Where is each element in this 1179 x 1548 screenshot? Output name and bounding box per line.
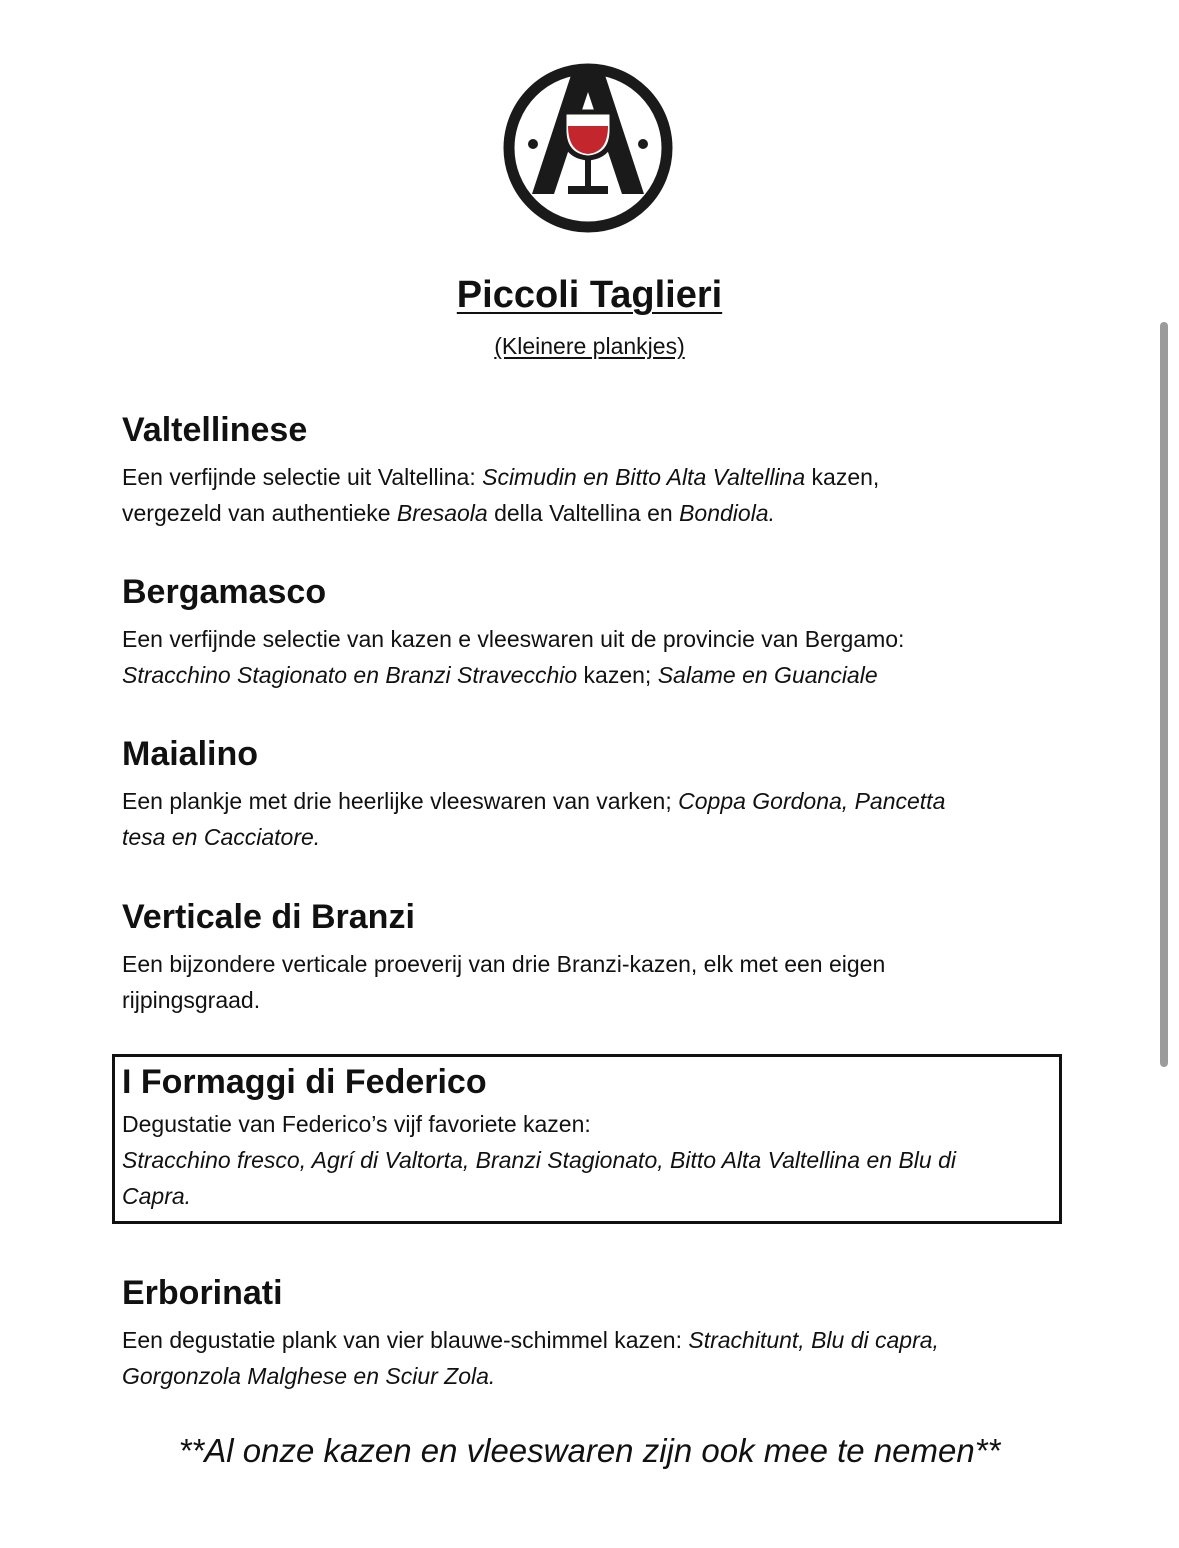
menu-item-name: Verticale di Branzi — [122, 898, 415, 936]
description-text: Een verfijnde selectie uit Valtellina: — [122, 464, 483, 490]
page-subtitle-text: (Kleinere plankjes) — [494, 333, 685, 359]
menu-item-description — [122, 621, 1052, 693]
menu-item — [122, 897, 1052, 1018]
description-text: Stracchino Stagionato en Branzi Stravecchio — [122, 662, 578, 688]
description-text: Strachitunt, Blu di capra, — [688, 1327, 939, 1353]
description-text: Gorgonzola Malghese en Sciur Zola. — [122, 1363, 496, 1389]
description-text: Een plankje met drie heerlijke vleeswaren van varken; — [122, 788, 679, 814]
description-text: Een verfijnde selectie van kazen e vleeswaren uit de provincie van Bergamo: — [122, 626, 905, 652]
description-text: della Valtellina en — [487, 500, 680, 526]
description-text: vergezeld van authentieke — [122, 500, 397, 526]
description-text: Bondiola. — [679, 500, 775, 526]
description-text: kazen; — [577, 662, 658, 688]
description-text: Een degustatie plank van vier blauwe-schimmel kazen: — [122, 1327, 689, 1353]
menu-item-description — [122, 783, 1052, 855]
logo-dot-left — [528, 139, 538, 149]
description-text: Scimudin en Bitto Alta Valtellina — [482, 464, 806, 490]
description-text: Bresaola — [396, 500, 488, 526]
page-title-text: Piccoli Taglieri — [456, 274, 723, 316]
menu-item — [122, 572, 1052, 693]
menu-item-description — [122, 1322, 1052, 1394]
page-title — [0, 274, 1179, 317]
description-text: Stracchino fresco, Agrí di Valtorta, Branzi Stagionato, Bitto Alta Valtellina en Blu di — [122, 1147, 956, 1173]
description-text: rijpingsgraad. — [122, 987, 261, 1013]
logo-dot-right — [638, 139, 648, 149]
menu-item-description — [122, 459, 1052, 531]
menu-item — [122, 1273, 1052, 1394]
menu-item-featured — [122, 1062, 1052, 1214]
menu-item-name: Bergamasco — [122, 573, 327, 611]
menu-item-description — [122, 946, 1052, 1018]
description-text: Capra. — [122, 1183, 192, 1209]
description-text: Degustatie van Federico’s vijf favoriete kazen: — [122, 1111, 591, 1137]
menu-item — [122, 410, 1052, 531]
menu-item — [122, 734, 1052, 855]
menu-item-name: Erborinati — [122, 1274, 283, 1312]
description-text: tesa en Cacciatore. — [122, 824, 321, 850]
takeaway-note: **Al onze kazen en vleeswaren zijn ook mee te nemen** — [178, 1432, 1001, 1469]
description-text: Salame en Guanciale — [657, 662, 878, 688]
description-text: Een bijzondere verticale proeverij van drie Branzi-kazen, elk met een eigen — [122, 951, 886, 977]
description-text: Coppa Gordona, Pancetta — [678, 788, 946, 814]
description-text: kazen, — [805, 464, 880, 490]
menu-item-name: I Formaggi di Federico — [122, 1063, 487, 1101]
vertical-scrollbar[interactable] — [1160, 322, 1168, 1067]
restaurant-logo — [500, 60, 676, 236]
page-subtitle — [0, 333, 1179, 360]
menu-item-name: Maialino — [122, 735, 259, 773]
menu-item-description — [122, 1106, 1052, 1214]
menu-item-name: Valtellinese — [122, 411, 308, 449]
